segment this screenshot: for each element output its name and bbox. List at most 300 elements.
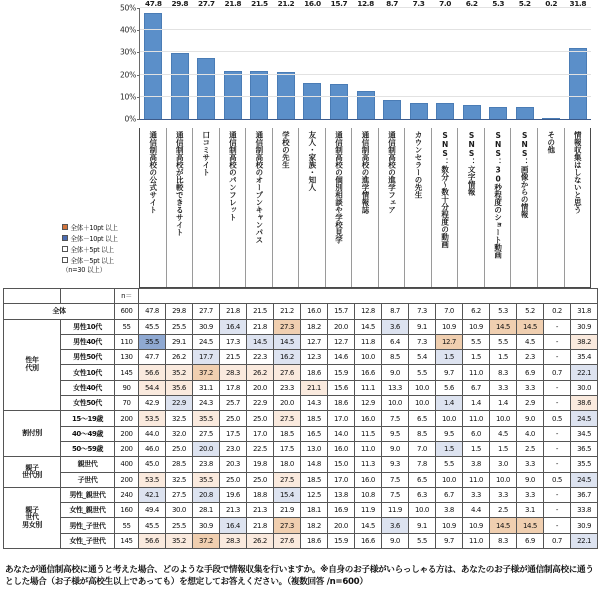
table-cell-value: 12.9 [355,396,382,411]
table-cell-value: 14.5 [247,334,274,349]
table-cell-value: 25.5 [166,518,193,533]
table-cell-value: 14.6 [328,350,355,365]
category-label-text: 友人・家族・知人 [307,131,317,191]
chart-bar-slot [326,0,353,119]
chart-bar-value-label: 8.7 [386,0,398,8]
table-cell-value: 26.2 [247,533,274,548]
chart-bar [330,0,348,119]
chart-bar-slot [352,0,379,119]
table-cell-value: 16.4 [220,518,247,533]
table-cell-value: 37.2 [193,365,220,380]
category-label-cell [273,128,300,287]
table-row [4,380,598,395]
table-cell-n: 240 [115,487,139,502]
table-row-label: 全体 [4,304,115,319]
table-row-label: 男性10代 [61,319,115,334]
table-cell-value: 27.7 [193,304,220,319]
table-cell-value: 9.0 [517,411,544,426]
category-label-cell [220,128,247,287]
category-label-text: 通信制高校のオープンキャンパス [254,131,264,244]
category-label-cell [193,128,220,287]
category-label-text: SNS：数分～数十分程度の動画 [440,131,450,248]
table-cell-value: 5.5 [436,457,463,472]
table-header-row [4,289,598,304]
table-cell-value: 14.5 [517,518,544,533]
table-cell-value: 8.3 [490,533,517,548]
data-table-wrap [3,288,597,549]
table-row-label: 男性_親世代 [61,487,115,502]
table-cell-value: 4.4 [463,503,490,518]
table-cell-value: 2.9 [517,396,544,411]
table-row [4,441,598,456]
category-label-strip [139,128,591,288]
table-cell-value: 56.6 [139,533,166,548]
table-group-label: 割付別 [4,411,61,457]
table-cell-n: 160 [115,503,139,518]
table-cell-value: 21.8 [220,304,247,319]
table-cell-value: 1.4 [490,396,517,411]
table-cell-value: 28.3 [220,533,247,548]
table-cell-value: 22.3 [247,350,274,365]
table-cell-value: 19.6 [220,487,247,502]
table-cell-value: - [544,503,571,518]
table-cell-n: 200 [115,411,139,426]
table-row [4,350,598,365]
table-cell-value: - [544,334,571,349]
table-cell-value: 16.2 [274,350,301,365]
table-cell-value: 25.5 [166,319,193,334]
table-cell-value: 16.0 [328,441,355,456]
table-cell-value: 47.7 [139,350,166,365]
table-cell-value: 20.0 [274,396,301,411]
table-cell-value: 42.1 [139,487,166,502]
table-cell-value: 37.2 [193,533,220,548]
chart-bar [569,0,587,119]
chart-gridline [140,96,591,97]
table-row [4,319,598,334]
table-cell-value: 19.8 [247,457,274,472]
category-label-cell [565,128,591,287]
chart-bar [383,0,401,119]
chart-bar-slot [246,0,273,119]
table-cell-value: 12.8 [355,304,382,319]
table-cell-value: 18.6 [301,533,328,548]
table-cell-value: 38.2 [571,334,598,349]
table-cell-value: 27.5 [274,472,301,487]
table-cell-value: 21.5 [220,350,247,365]
table-cell-value: 7.5 [382,487,409,502]
chart-bar [171,0,189,119]
bar-chart [0,0,600,128]
table-row-label: 子世代 [61,472,115,487]
table-cell-value: - [544,350,571,365]
table-cell-value: 24.5 [571,472,598,487]
table-cell-value: 20.0 [328,319,355,334]
table-cell-value: 6.0 [463,426,490,441]
table-cell-value: 16.6 [355,533,382,548]
table-cell-value: 5.5 [409,365,436,380]
table-cell-value: 0.2 [544,304,571,319]
legend-color-swatch [62,224,68,230]
table-cell-value: 8.5 [409,426,436,441]
table-cell-value: 45.0 [139,457,166,472]
chart-bar [224,0,242,119]
legend-item-label: 全体＋10pt 以上 [70,223,118,232]
table-cell-value: 9.0 [382,365,409,380]
table-cell-n: 90 [115,380,139,395]
table-cell-value: 17.7 [193,350,220,365]
chart-bar-slot [538,0,565,119]
chart-gridline [140,118,591,119]
table-cell-value: 7.3 [409,334,436,349]
category-label-text: SNS：画像からの情報 [520,131,530,218]
table-cell-value: 11.3 [355,457,382,472]
table-row-label: 50～59歳 [61,441,115,456]
table-cell-value: 25.0 [220,411,247,426]
table-cell-value: 8.7 [382,304,409,319]
table-cell-value: 23.3 [274,380,301,395]
header-spacer-values [139,289,598,304]
header-n-label: n＝ [115,289,139,304]
table-cell-value: 9.3 [382,457,409,472]
table-cell-value: 15.7 [328,304,355,319]
table-cell-value: 30.0 [571,380,598,395]
header-spacer-label [61,289,115,304]
table-cell-value: 11.0 [355,441,382,456]
table-cell-value: 10.9 [436,319,463,334]
table-cell-n: 600 [115,304,139,319]
chart-bar-slot [511,0,538,119]
table-cell-value: 4.0 [517,426,544,441]
table-cell-value: 0.5 [544,472,571,487]
table-cell-value: 20.0 [247,380,274,395]
table-cell-value: 3.3 [517,457,544,472]
table-cell-value: 36.7 [571,487,598,502]
table-cell-value: 38.6 [571,396,598,411]
table-row-label: 女性10代 [61,365,115,380]
chart-bar-value-label: 15.7 [330,0,348,8]
table-cell-value: 46.0 [139,441,166,456]
table-cell-value: 56.6 [139,365,166,380]
table-head [4,289,598,304]
table-cell-value: 22.1 [571,365,598,380]
table-cell-value: 27.3 [274,319,301,334]
table-cell-value: 6.5 [409,472,436,487]
table-cell-n: 145 [115,365,139,380]
table-cell-value: 14.5 [490,319,517,334]
table-cell-value: 10.0 [490,411,517,426]
table-cell-value: 28.5 [166,457,193,472]
table-cell-value: 3.3 [490,380,517,395]
table-cell-value: 25.0 [220,472,247,487]
y-axis-tick-mark [137,97,140,98]
y-axis-tick-mark [137,8,140,9]
table-cell-value: 34.5 [571,426,598,441]
chart-bar-value-label: 21.5 [251,0,268,8]
table-cell-value: 12.5 [301,487,328,502]
table-cell-value: 21.5 [247,304,274,319]
table-cell-value: 17.0 [247,426,274,441]
table-cell-n: 110 [115,334,139,349]
table-row-label: 男性50代 [61,350,115,365]
table-cell-value: 44.0 [139,426,166,441]
table-cell-value: 35.2 [166,533,193,548]
table-cell-value: 4.5 [490,426,517,441]
table-cell-value: 22.5 [247,441,274,456]
chart-plot-area [120,0,591,124]
table-cell-value: 18.8 [247,487,274,502]
category-label-cell [246,128,273,287]
table-cell-value: 23.8 [193,457,220,472]
chart-bar [463,0,481,119]
table-cell-value: 31.8 [571,304,598,319]
chart-bar-value-label: 16.0 [304,0,321,8]
table-row-label: 40～49歳 [61,426,115,441]
table-cell-value: 12.7 [436,334,463,349]
table-cell-value: 18.2 [301,319,328,334]
table-cell-value: 16.0 [355,411,382,426]
table-cell-value: 35.2 [166,365,193,380]
legend-item [62,232,138,243]
table-cell-value: 14.3 [301,396,328,411]
table-group-label: 親子 世代 男女別 [4,487,61,548]
table-cell-value: 27.5 [193,426,220,441]
table-cell-value: 9.0 [517,472,544,487]
category-label-cell [485,128,512,287]
table-cell-value: 5.2 [517,304,544,319]
table-cell-value: 23.0 [220,441,247,456]
table-cell-value: 30.9 [571,319,598,334]
table-cell-value: 1.5 [463,441,490,456]
table-row-label: 女性_親世代 [61,503,115,518]
table-cell-value: 13.0 [301,441,328,456]
category-label-cell [538,128,565,287]
table-cell-value: 17.0 [328,472,355,487]
table-cell-value: 20.0 [328,518,355,533]
table-cell-value: 11.5 [355,426,382,441]
table-cell-value: - [544,319,571,334]
table-cell-value: 5.5 [409,533,436,548]
table-cell-value: 10.9 [436,518,463,533]
table-body [4,304,598,549]
table-cell-value: 14.5 [517,319,544,334]
chart-bar-value-label: 21.2 [277,0,295,8]
category-label-cell [511,128,538,287]
legend-item-label: 全体－5pt 以上 [70,256,114,265]
table-cell-value: 25.0 [247,472,274,487]
table-cell-value: 6.9 [517,533,544,548]
table-cell-value: 28.3 [220,365,247,380]
table-cell-value: 1.5 [490,441,517,456]
legend-note: （n=30 以上） [62,266,106,274]
table-cell-value: 27.6 [274,533,301,548]
chart-bar-slot [458,0,485,119]
table-cell-value: 10.9 [463,518,490,533]
category-label-text: 学校の先生 [281,131,291,169]
category-label-text: 通信制高校の個別相談や学校見学 [334,131,344,244]
table-cell-value: 8.5 [382,350,409,365]
chart-bar [197,0,215,119]
table-cell-value: 17.5 [220,426,247,441]
category-label-cell [379,128,406,287]
table-cell-value: 7.5 [382,472,409,487]
table-cell-value: 3.0 [490,457,517,472]
table-cell-value: 21.8 [247,319,274,334]
table-cell-value: 6.3 [409,487,436,502]
table-row-label: 男性_子世代 [61,518,115,533]
table-cell-value: 7.8 [409,457,436,472]
legend-item [62,221,138,232]
table-cell-value: 3.3 [517,380,544,395]
chart-gridline [140,51,591,52]
table-cell-value: 54.4 [139,380,166,395]
category-label-text: 通信制高校のパンフレット [228,131,238,221]
category-label-cell [167,128,194,287]
table-cell-value: 18.5 [301,411,328,426]
table-cell-value: 29.1 [166,334,193,349]
table-cell-value: 11.8 [355,334,382,349]
category-label-cell [405,128,432,287]
table-row [4,426,598,441]
table-cell-value: 8.3 [490,365,517,380]
category-label-cell [299,128,326,287]
category-label-text: 通信制高校の公式サイト [148,131,158,214]
table-cell-value: 11.9 [382,503,409,518]
chart-bar-slot [485,0,512,119]
chart-bar-slot [565,0,592,119]
table-cell-value: 1.5 [436,441,463,456]
table-cell-value: 0.5 [544,411,571,426]
table-cell-value: 0.7 [544,365,571,380]
table-cell-value: 1.4 [463,396,490,411]
table-cell-value: 6.4 [382,334,409,349]
y-axis-tick-mark [137,30,140,31]
table-cell-value: 11.1 [355,380,382,395]
table-cell-n: 145 [115,533,139,548]
table-cell-value: 14.5 [274,334,301,349]
table-cell-value: 30.0 [166,503,193,518]
table-cell-value: 9.1 [409,518,436,533]
chart-gridline [140,74,591,75]
table-cell-value: 16.6 [355,365,382,380]
table-cell-value: 1.5 [463,350,490,365]
table-cell-value: 9.0 [382,533,409,548]
table-cell-value: 7.0 [409,441,436,456]
table-cell-value: 6.2 [463,304,490,319]
table-cell-value: 10.9 [463,319,490,334]
table-cell-value: 42.9 [139,396,166,411]
table-cell-value: 25.7 [220,396,247,411]
chart-bar-value-label: 12.8 [357,0,374,8]
chart-bar-value-label: 31.8 [569,0,587,8]
chart-bar [436,0,454,119]
table-cell-value: 18.5 [301,472,328,487]
chart-bar [410,0,428,119]
table-cell-value: 9.7 [436,365,463,380]
table-cell-value: 14.5 [355,518,382,533]
table-cell-value: 17.8 [220,380,247,395]
table-cell-value: 24.3 [193,396,220,411]
footer-question-text: あなたが通信制高校に通うと考えた場合、どのような手段で情報収集を行いますか。※自身のお子様がいらっしゃる方は、あなたのお子様が通信制高校に通うとした場合（お子様が高校生以上であっても）を想定してお答えください。（複数回答 /n=600） [5,565,594,588]
table-cell-value: 31.1 [193,380,220,395]
table-cell-n: 200 [115,472,139,487]
y-axis-tick-mark [137,52,140,53]
table-cell-value: 35.4 [571,350,598,365]
table-cell-n: 130 [115,350,139,365]
table-cell-value: 22.9 [247,396,274,411]
table-cell-value: 35.5 [571,457,598,472]
table-row [4,396,598,411]
category-label-text: 口コミサイト [201,131,211,176]
table-cell-value: 10.0 [409,396,436,411]
category-label-text: 情報収集はしないと思う [573,131,583,214]
table-cell-value: 35.5 [139,334,166,349]
table-cell-value: 15.6 [328,380,355,395]
table-group-label: 親子 世代別 [4,457,61,488]
table-row [4,411,598,426]
table-cell-value: 14.5 [355,319,382,334]
table-cell-value: 24.5 [193,334,220,349]
table-cell-value: 14.0 [328,426,355,441]
table-cell-value: 4.5 [517,334,544,349]
table-cell-value: 3.3 [463,487,490,502]
table-cell-value: 11.0 [463,411,490,426]
table-cell-value: 17.0 [328,411,355,426]
table-cell-value: 10.0 [436,411,463,426]
chart-bar-slot [273,0,300,119]
table-cell-value: 5.5 [463,334,490,349]
table-cell-value: 7.0 [436,304,463,319]
table-cell-value: 2.3 [517,350,544,365]
category-label-text: その他 [546,131,556,154]
legend-item-label: 全体＋5pt 以上 [70,245,114,254]
chart-bar-slot [405,0,432,119]
chart-bar-slot [220,0,247,119]
table-cell-value: 5.5 [490,334,517,349]
table-cell-value: 9.0 [382,441,409,456]
table-cell-value: 21.3 [247,503,274,518]
table-cell-value: 10.8 [355,487,382,502]
table-cell-value: 15.9 [328,365,355,380]
chart-bar-value-label: 29.8 [171,0,189,8]
table-cell-value: 6.7 [463,380,490,395]
table-cell-value: 28.1 [193,503,220,518]
table-cell-value: 11.0 [463,472,490,487]
y-axis-tick-mark [137,119,140,120]
table-cell-value: 21.3 [220,503,247,518]
table-cell-value: 7.5 [382,411,409,426]
table-cell-value: 30.9 [571,518,598,533]
table-cell-value: 2.5 [517,441,544,456]
table-cell-value: 14.8 [301,457,328,472]
table-row [4,334,598,349]
chart-bar-value-label: 7.0 [439,0,452,8]
legend-item [62,243,138,254]
y-axis-tick-label: 20% [120,70,136,80]
table-cell-value: 5.3 [490,304,517,319]
category-label-cell [326,128,353,287]
chart-bar-value-label: 7.3 [412,0,425,8]
table-row-label: 親世代 [61,457,115,472]
table-cell-value: 5.6 [436,380,463,395]
legend-color-swatch [62,235,68,241]
chart-bar-slot [432,0,459,119]
table-cell-value: 27.6 [274,365,301,380]
table-cell-value: 21.8 [247,518,274,533]
table-row-label: 女性50代 [61,396,115,411]
table-cell-value: 21.2 [274,304,301,319]
table-cell-value: 10.0 [490,472,517,487]
